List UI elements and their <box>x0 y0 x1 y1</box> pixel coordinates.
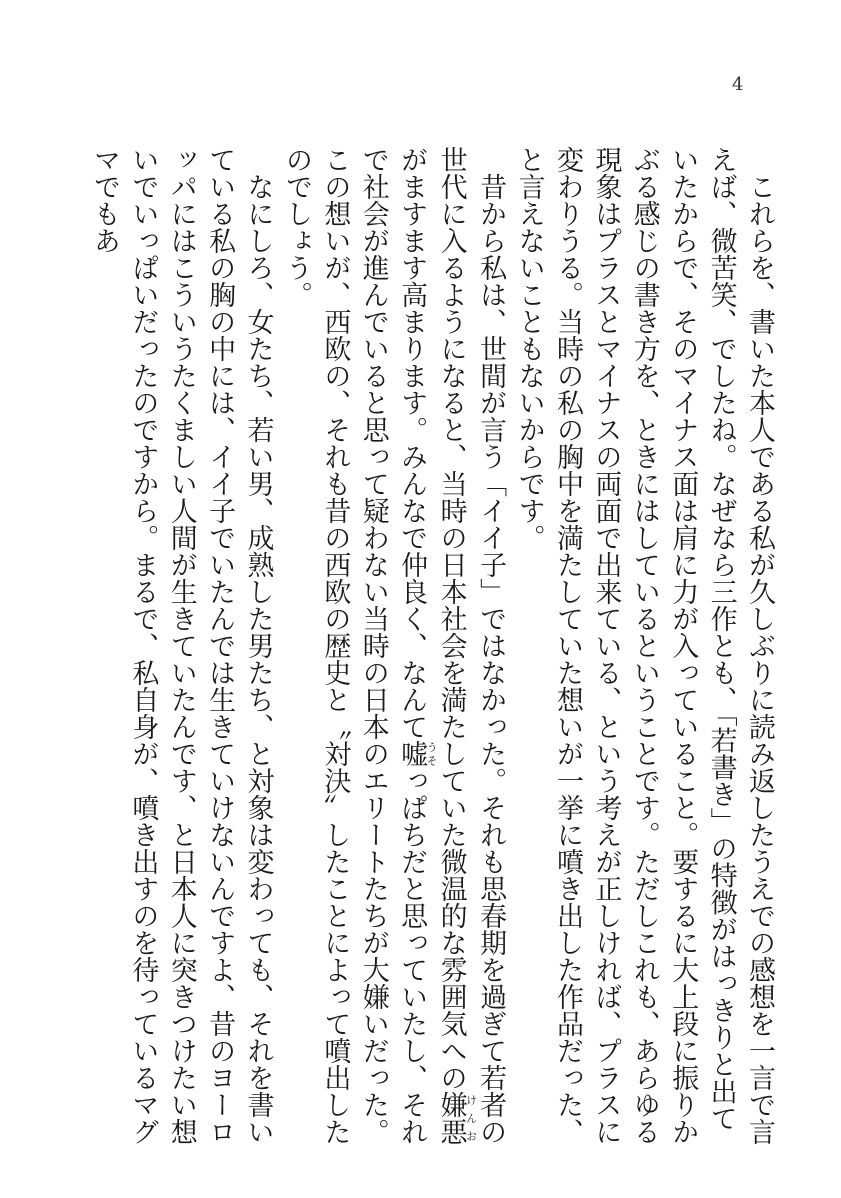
text-run: これらを、書いた本人である私が久しぶりに読み返したうえでの感想を一言で言えば、微苦笑、でしたね。なぜなら三作とも、「若書き」の特徴がはっきりと出ていたからで、そのマイナス面は肩に力が入っていること。要するに大上段に振りかぶる感じの書き方を、ときにはしているということです。ただしこれも、あらゆる現象はプラスとマイナスの両面で出来ている、という考えが正しければ、プラスに変わりうる。当時の私の胸中を満たしていた想いが一挙に噴き出した作品だった、と言えないこともないからです。 <box>513 146 775 1145</box>
page-number: 4 <box>732 74 744 95</box>
text-run: 昔から私は、世間が言う「イイ子」ではなかった。それも思春期を過ぎて若者の世代に入るようになると、当時の日本社会を満たしていた微温的な雰囲気への <box>435 146 507 1145</box>
text-run: っぱちだと思っていたし、それで社会が進んでいると思って疑わない当時の日本のエリートたちが大嫌いだった。この想いが、西欧の、それも昔の西欧の歴史と〝対決〟したことによって噴出したのでしょう。 <box>280 146 428 1145</box>
text-run: なにしろ、女たち、若い男、成熟した男たち、と対象は変わっても、それを書いている私の胸の中には、イイ子でいたんでは生きていけないんですよ、昔のヨーロッパにはこういうたくましい人間が生きていたんです、と日本人に突きつけたい想いでいっぱいだったのですから。まるで、私自身が、噴き出すのを待っているマグマでもあ <box>88 146 274 1145</box>
ruby-annotation <box>435 1091 478 1145</box>
ruby-base: 嫌悪 <box>435 1091 467 1145</box>
paragraph <box>277 146 510 1146</box>
paragraph <box>509 146 778 1146</box>
ruby-reading: けんお <box>464 1091 478 1145</box>
paragraph <box>88 146 277 1146</box>
ruby-reading: うそ <box>425 740 439 767</box>
ruby-base: 嘘 <box>396 740 428 767</box>
text-run: がますます高まります。みんなで仲良く、なんて <box>396 146 428 740</box>
body-text <box>88 146 778 1146</box>
ruby-annotation <box>396 740 439 767</box>
